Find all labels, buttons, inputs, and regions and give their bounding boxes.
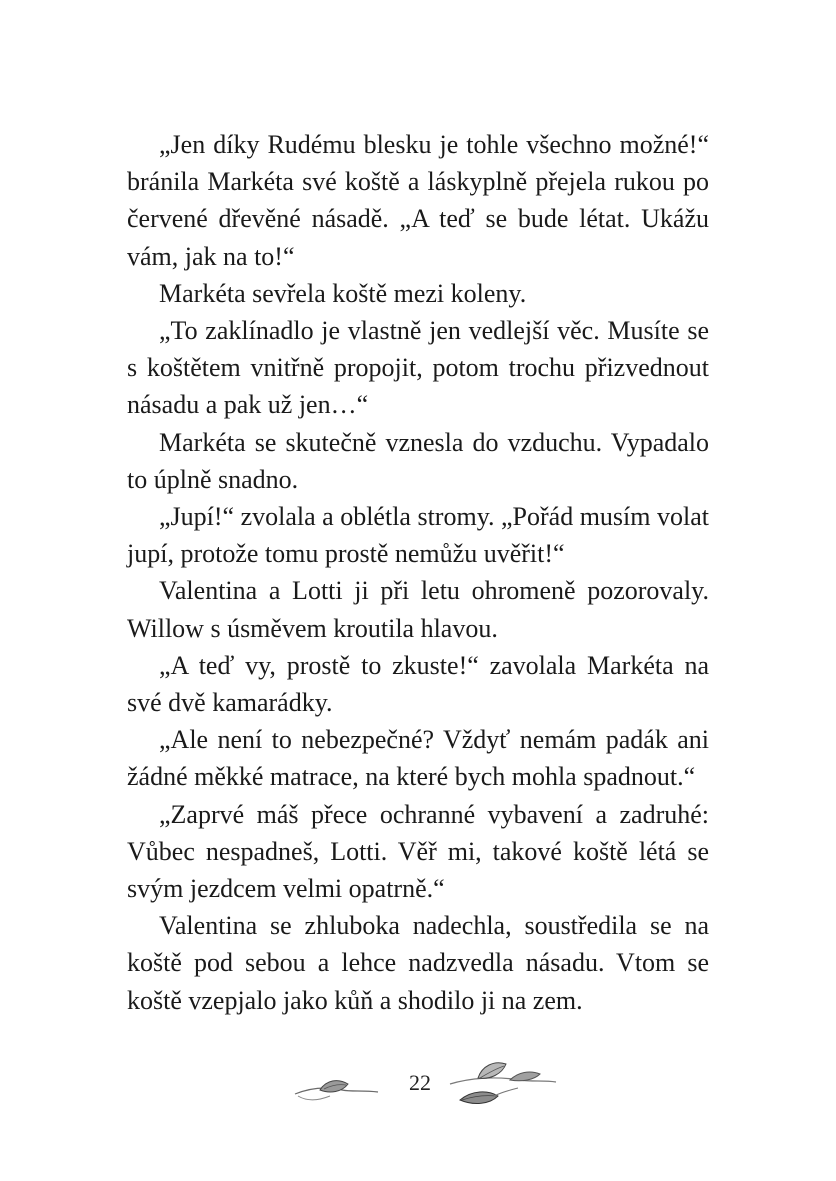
paragraph: „A teď vy, prostě to zkuste!“ zavolala Markéta na své dvě kamarádky. (127, 650, 709, 718)
page-number: 22 (409, 1070, 431, 1095)
paragraph: Valentina se zhluboka nadechla, soustředila se na koště pod sebou a lehce nadzvedla násadu. Vtom se koště vzepjalo jako kůň a shodilo ji na zem. (127, 911, 709, 1015)
page-footer (0, 1060, 836, 1130)
paragraph: Markéta se skutečně vznesla do vzduchu. Vypadalo to úplně snadno. (127, 427, 709, 494)
paragraph: Valentina a Lotti ji při letu ohromeně pozorovaly. Willow s úsměvem kroutila hlavou. (127, 576, 709, 643)
paragraph: „Jupí!“ zvolala a oblétla stromy. „Pořád musím volat jupí, protože tomu prostě nemůžu uvěřit!“ (127, 502, 709, 569)
paragraph: „Ale není to nebezpečné? Vždyť nemám padák ani žádné měkké matrace, na které bych mohla spadnout.“ (127, 725, 709, 792)
paragraph: „Zaprvé máš přece ochranné vybavení a zadruhé: Vůbec nespadneš, Lotti. Věř mi, takové koště létá se svým jezdcem velmi opatrně.“ (127, 799, 709, 904)
paragraph: Markéta sevřela koště mezi koleny. (159, 278, 527, 308)
paragraph: „Jen díky Rudému blesku je tohle všechno možné!“ bránila Markéta své koště a láskyplně přejela rukou po červené dřevěné násadě. „A teď se bude létat. Ukážu vám, jak na to!“ (127, 130, 709, 271)
page-text (127, 126, 709, 1019)
leaves-icon (440, 1042, 560, 1122)
paragraph: „To zaklínadlo je vlastně jen vedlejší věc. Musíte se s koštětem vnitřně propojit, potom trochu přizvednout násadu a pak už jen…“ (127, 316, 709, 420)
leaf-icon (290, 1070, 390, 1110)
